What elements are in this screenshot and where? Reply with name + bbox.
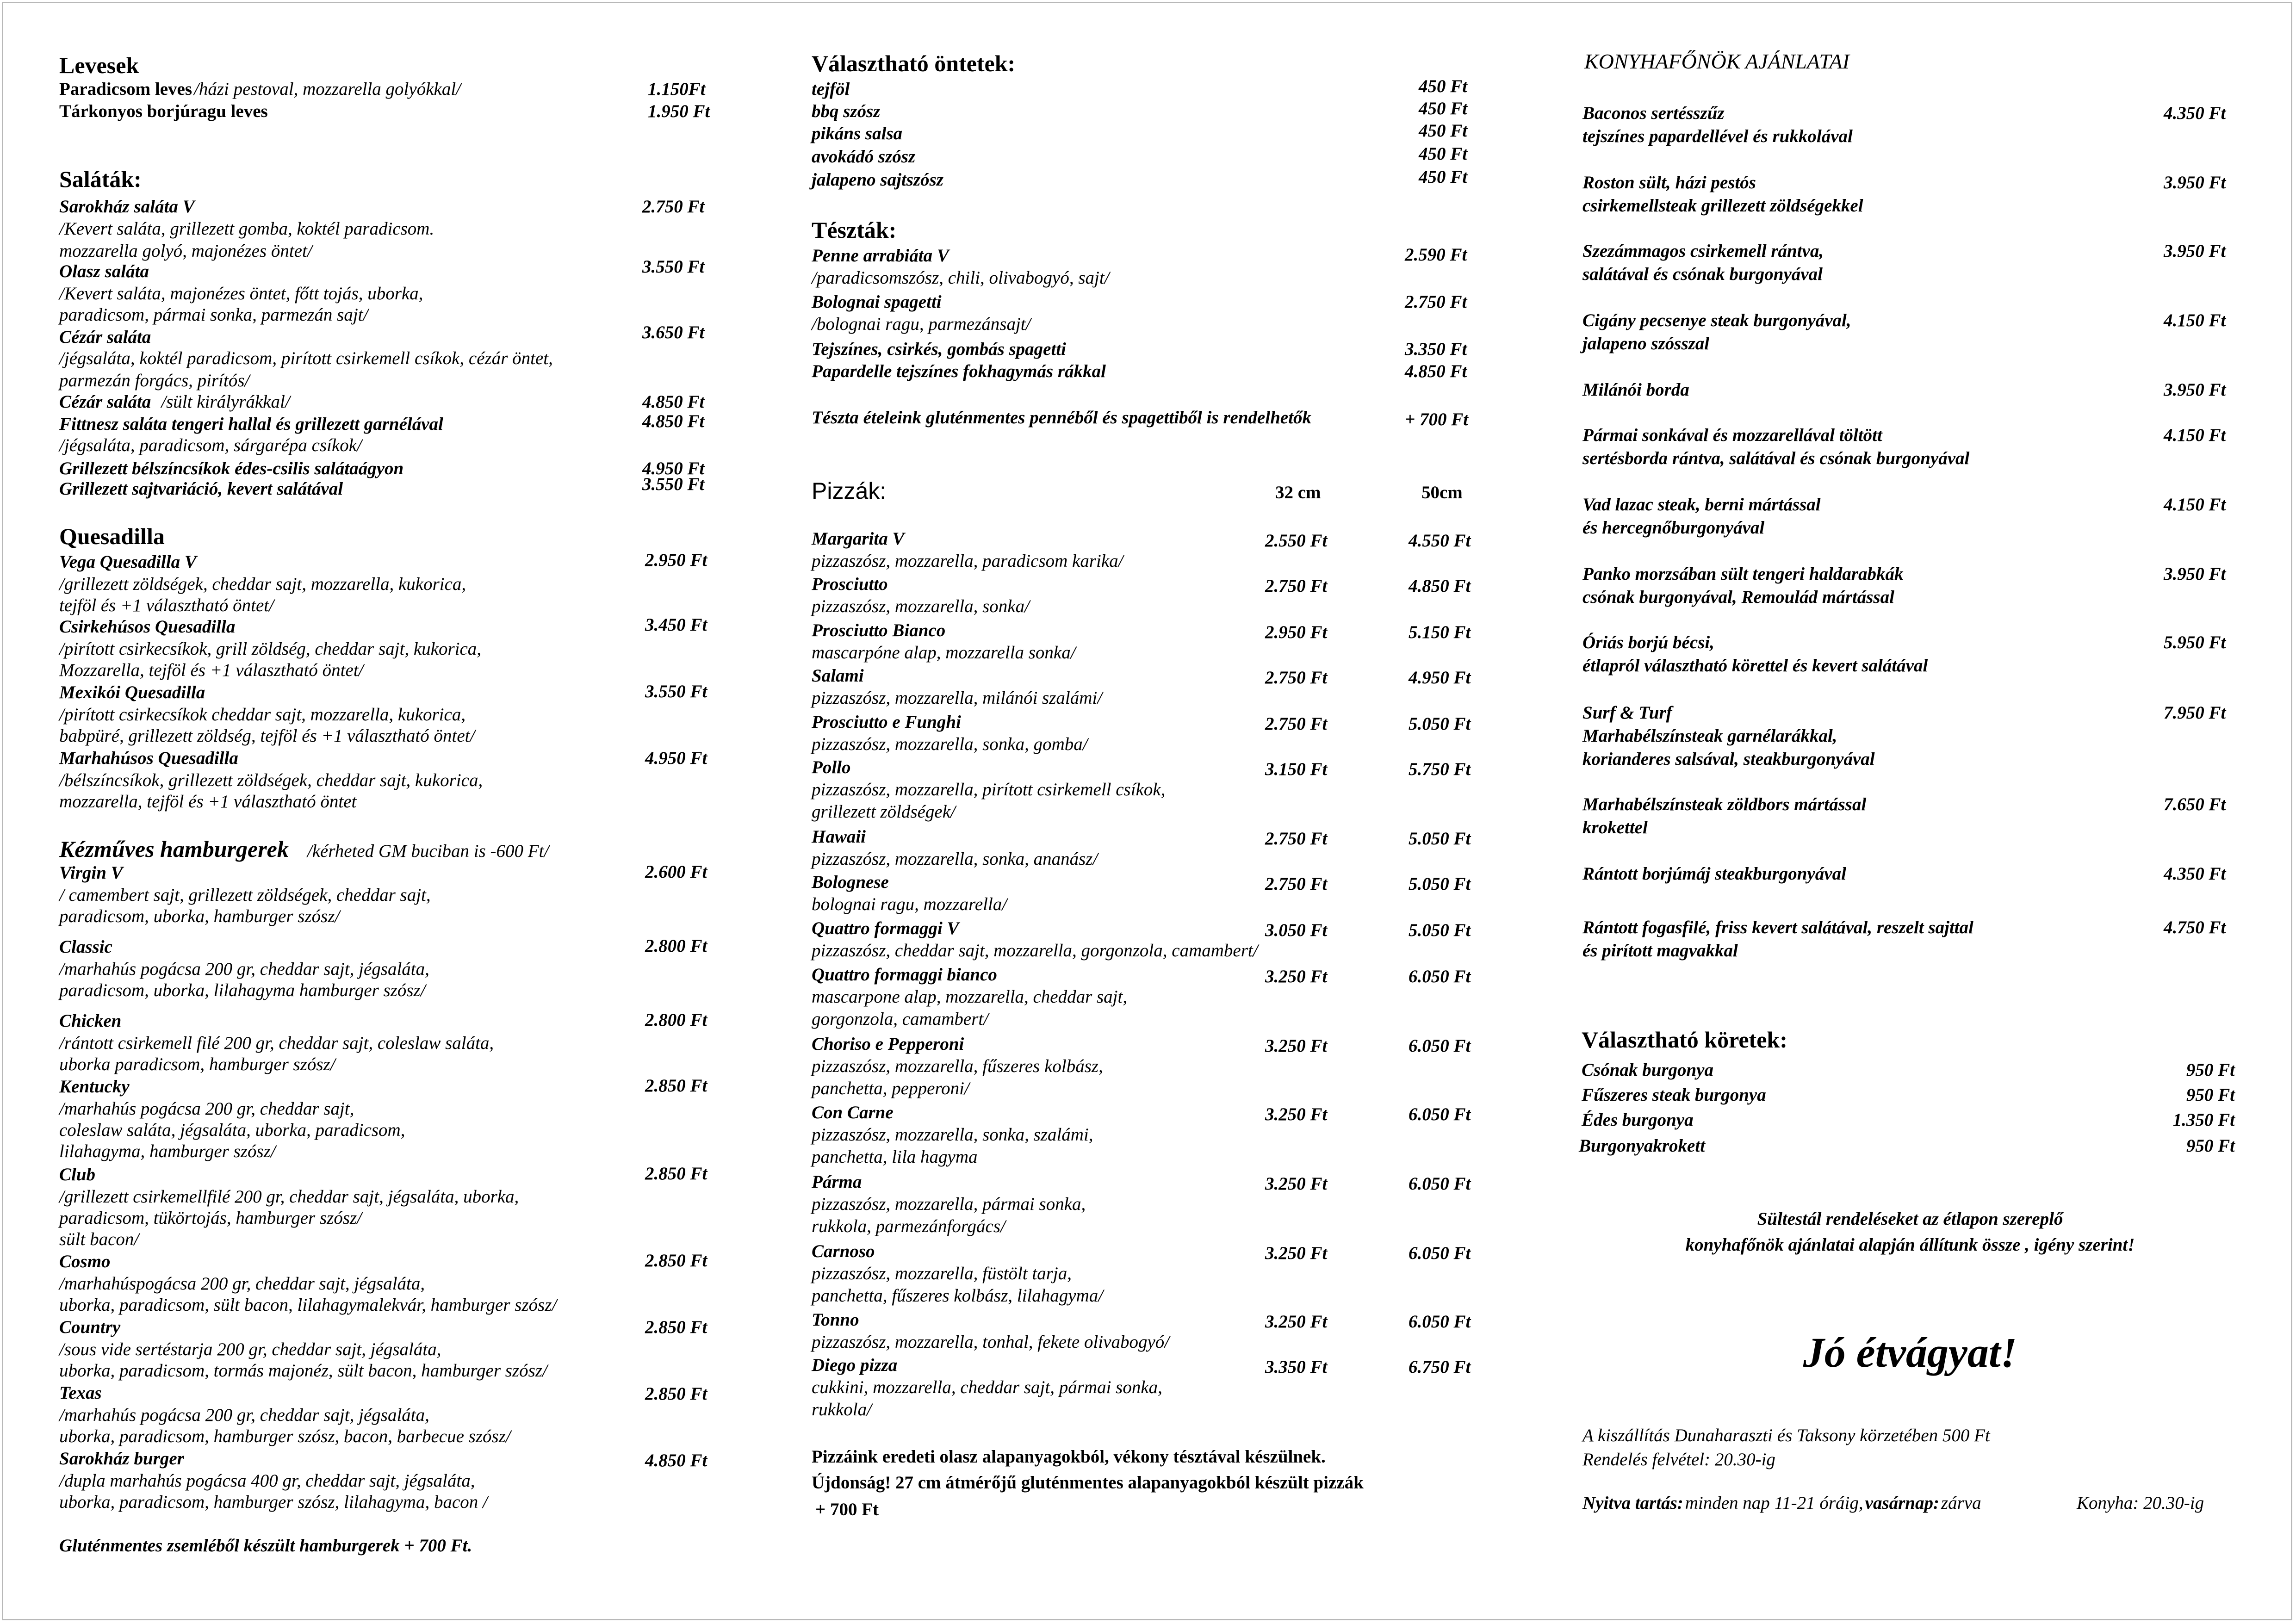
menu-item-name: Papardelle tejszínes fokhagymás rákkal	[812, 361, 1106, 381]
menu-item-name: Choriso e Pepperoni	[812, 1034, 964, 1054]
price: 3.950 Ft	[2164, 380, 2226, 400]
menu-item-name: Carnoso	[812, 1241, 875, 1261]
price: 4.350 Ft	[2164, 103, 2226, 123]
menu-item-desc: /marhahúspogácsa 200 gr, cheddar sajt, jégsaláta,	[59, 1274, 425, 1294]
chef-item-name: Surf & Turf	[1582, 703, 1672, 723]
chef-item-desc: krokettel	[1582, 818, 1648, 837]
price-32cm: 3.250 Ft	[1265, 967, 1328, 986]
price: 3.550 Ft	[645, 682, 707, 701]
side-name: Csónak burgonya	[1582, 1060, 1713, 1080]
price-32cm: 2.550 Ft	[1265, 531, 1328, 551]
menu-item-desc: tejföl és +1 választható öntet/	[59, 595, 274, 615]
menu-item-desc: pizzaszósz, cheddar sajt, mozzarella, gorgonzola, camambert/	[812, 941, 1258, 961]
price: 7.950 Ft	[2164, 703, 2226, 723]
menu-item-name: Cézár saláta	[59, 392, 151, 412]
menu-item-desc: / camembert sajt, grillezett zöldségek, cheddar sajt,	[59, 885, 431, 905]
chef-item-name: Baconos sertésszűz	[1582, 103, 1725, 123]
chef-item-desc: salátával és csónak burgonyával	[1582, 264, 1823, 284]
price: 2.600 Ft	[645, 862, 707, 882]
menu-item-desc: /jégsaláta, koktél paradicsom, pirított csirkemell csíkok, cézár öntet,	[59, 348, 553, 368]
menu-item-name: Sarokház burger	[59, 1449, 184, 1469]
price-50cm: 5.150 Ft	[1409, 622, 1471, 642]
menu-item-desc: lilahagyma, hamburger szósz/	[59, 1141, 276, 1161]
price: 4.850 Ft	[642, 411, 705, 431]
quesadilla-heading: Quesadilla	[59, 523, 165, 549]
price-32cm: 2.950 Ft	[1265, 622, 1328, 642]
price: 4.850 Ft	[642, 392, 705, 412]
menu-item-desc: /Kevert saláta, majonézes öntet, főtt tojás, uborka,	[59, 284, 423, 304]
menu-item-name: Párma	[812, 1172, 862, 1192]
price-32cm: 2.750 Ft	[1265, 714, 1328, 734]
price-32cm: 2.750 Ft	[1265, 668, 1328, 688]
menu-item-name: Pollo	[812, 757, 851, 777]
menu-item-desc: /rántott csirkemell filé 200 gr, cheddar sajt, coleslaw saláta,	[59, 1033, 494, 1053]
price: 2.590 Ft	[1405, 245, 1467, 265]
price: 950 Ft	[2186, 1060, 2235, 1080]
menu-item-desc: mascarpone alap, mozzarella, cheddar sajt,	[812, 987, 1128, 1007]
pizza-heading: Pizzák:	[812, 478, 887, 504]
price: 3.350 Ft	[1405, 339, 1467, 359]
menu-item-desc: uborka, paradicsom, hamburger szósz, lilahagyma, bacon /	[59, 1492, 488, 1512]
menu-item-note: /sült királyrákkal/	[161, 392, 290, 412]
chef-item-name: Vad lazac steak, berni mártással	[1582, 495, 1821, 514]
pizza-note-3: + 700 Ft	[815, 1500, 879, 1519]
price: 3.950 Ft	[2164, 564, 2226, 584]
price-32cm: 3.150 Ft	[1265, 759, 1328, 779]
menu-item-desc: pizzaszósz, mozzarella, sonka, ananász/	[812, 849, 1098, 869]
pizza-note-2: Újdonság! 27 cm átmérőjű gluténmentes alapanyagokból készült pizzák	[812, 1473, 1364, 1493]
price-50cm: 6.050 Ft	[1409, 1036, 1471, 1056]
chef-item-name: Roston sült, házi pestós	[1582, 173, 1756, 192]
price: 3.550 Ft	[642, 474, 705, 494]
menu-item-desc: /pirított csirkecsíkok cheddar sajt, mozzarella, kukorica,	[59, 705, 466, 725]
menu-item-desc: /jégsaláta, paradicsom, sárgarépa csíkok/	[59, 435, 362, 455]
menu-item-name: Vega Quesadilla V	[59, 552, 197, 572]
chef-item-desc: korianderes salsával, steakburgonyával	[1582, 749, 1875, 769]
menu-item-name: Prosciutto e Funghi	[812, 712, 961, 732]
price: 2.800 Ft	[645, 1010, 707, 1030]
menu-item-name: Hawaii	[812, 827, 866, 847]
chef-item-desc: csónak burgonyával, Remoulád mártással	[1582, 587, 1894, 607]
price: 4.950 Ft	[642, 459, 705, 478]
chef-item-desc: tejszínes papardellével és rukkolával	[1582, 126, 1853, 146]
price-32cm: 2.750 Ft	[1265, 829, 1328, 849]
menu-item-desc: panchetta, pepperoni/	[812, 1079, 969, 1098]
menu-item-name: Tejszínes, csirkés, gombás spagetti	[812, 339, 1066, 359]
price-32cm: 3.250 Ft	[1265, 1243, 1328, 1263]
menu-item-desc: uborka, paradicsom, tormás majonéz, sült bacon, hamburger szósz/	[59, 1361, 547, 1381]
pizza-note-1: Pizzáink eredeti olasz alapanyagokból, vékony tésztával készülnek.	[812, 1447, 1326, 1467]
side-name: Burgonyakrokett	[1579, 1136, 1706, 1156]
price-32cm: 3.250 Ft	[1265, 1174, 1328, 1194]
menu-item-desc: babpüré, grillezett zöldség, tejföl és +1 választható öntet/	[59, 726, 475, 746]
burgers-note: /kérheted GM buciban is -600 Ft/	[307, 841, 549, 861]
menu-item-name: Kentucky	[59, 1077, 130, 1097]
chef-item-desc: csirkemellsteak grillezett zöldségekkel	[1582, 196, 1863, 216]
price: 2.750 Ft	[642, 197, 705, 217]
menu-item-desc: /Kevert saláta, grillezett gomba, koktél paradicsom.	[59, 219, 434, 239]
menu-item-desc: pizzaszósz, mozzarella, milánói szalámi/	[812, 688, 1103, 708]
menu-item-desc: uborka, paradicsom, sült bacon, lilahagymalekvár, hamburger szósz/	[59, 1295, 557, 1315]
menu-item-name: Margarita V	[812, 529, 905, 549]
price: 2.850 Ft	[645, 1384, 707, 1404]
price: 950 Ft	[2186, 1136, 2235, 1156]
side-name: Édes burgonya	[1582, 1110, 1694, 1130]
price: 3.950 Ft	[2164, 241, 2226, 261]
chef-item-name: Pármai sonkával és mozzarellával töltött	[1582, 425, 1882, 445]
price: 3.650 Ft	[642, 322, 705, 342]
menu-item-desc: rukkola, parmezánforgács/	[812, 1216, 1005, 1236]
menu-item-desc: bolognai ragu, mozzarella/	[812, 894, 1007, 914]
price: 2.850 Ft	[645, 1164, 707, 1184]
kitchen-hours: Konyha: 20.30-ig	[2077, 1493, 2204, 1513]
menu-item-name: Olasz saláta	[59, 261, 149, 281]
burgers-heading: Kézműves hamburgerek	[59, 836, 289, 862]
sauce-name: bbq szósz	[812, 101, 881, 121]
menu-item-name: Country	[59, 1317, 121, 1337]
menu-item-name: Tonno	[812, 1310, 859, 1330]
menu-item-desc: /grillezett csirkemellfilé 200 gr, cheddar sajt, jégsaláta, uborka,	[59, 1187, 519, 1207]
pasta-gluten-price: + 700 Ft	[1405, 409, 1469, 429]
menu-item-name: Marhahúsos Quesadilla	[59, 748, 238, 768]
price-32cm: 2.750 Ft	[1265, 576, 1328, 596]
soups-heading: Levesek	[59, 52, 139, 78]
menu-item-name: Prosciutto	[812, 574, 888, 594]
menu-item-name: Fittnesz saláta tengeri hallal és grillezett garnélával	[59, 414, 443, 434]
menu-item-desc: paradicsom, uborka, lilahagyma hamburger szósz/	[59, 980, 426, 1000]
price: 7.650 Ft	[2164, 794, 2226, 814]
menu-item-desc: pizzaszósz, mozzarella, sonka, gomba/	[812, 734, 1088, 754]
price: 1.150Ft	[648, 79, 706, 99]
price-50cm: 6.750 Ft	[1409, 1357, 1471, 1377]
menu-item-name: Con Carne	[812, 1103, 894, 1122]
menu-item-name: Sarokház saláta V	[59, 197, 195, 217]
menu-item-desc: gorgonzola, camambert/	[812, 1009, 989, 1029]
grill-note-line-2: konyhafőnök ajánlatai alapján állítunk össze , igény szerint!	[1685, 1235, 2135, 1255]
menu-item-desc: /bélszíncsíkok, grillezett zöldségek, cheddar sajt, kukorica,	[59, 770, 483, 790]
menu-item-name: Chicken	[59, 1011, 122, 1031]
menu-item-name: Texas	[59, 1383, 102, 1403]
price: 2.750 Ft	[1405, 292, 1467, 312]
menu-item-desc: /dupla marhahús pogácsa 400 gr, cheddar sajt, jégsaláta,	[59, 1471, 475, 1491]
chef-item-name: Panko morzsában sült tengeri haldarabkák	[1582, 564, 1904, 584]
price: 1.950 Ft	[648, 101, 710, 121]
menu-item-desc: panchetta, lila hagyma	[812, 1147, 978, 1167]
price: 4.750 Ft	[2164, 917, 2226, 937]
price-50cm: 4.550 Ft	[1409, 531, 1471, 551]
price: 950 Ft	[2186, 1085, 2235, 1105]
chef-item-desc: és pirított magvakkal	[1582, 941, 1738, 961]
price: 450 Ft	[1419, 167, 1468, 187]
menu-item-name: Cosmo	[59, 1252, 111, 1271]
price-50cm: 6.050 Ft	[1409, 1174, 1471, 1194]
price-50cm: 6.050 Ft	[1409, 967, 1471, 986]
price-50cm: 6.050 Ft	[1409, 1104, 1471, 1124]
menu-item-name: Bolognese	[812, 872, 889, 892]
menu-item-name: Bolognai spagetti	[812, 292, 942, 312]
opening-hours: Nyitva tartás: minden nap 11-21 óráig, vasárnap: zárva	[1582, 1493, 1981, 1513]
menu-item-desc: paradicsom, uborka, hamburger szósz/	[59, 906, 340, 926]
sauce-name: tejföl	[812, 79, 850, 99]
menu-item-desc: pizzaszósz, mozzarella, sonka/	[812, 596, 1030, 616]
menu-item-name: Tárkonyos borjúragu leves	[59, 101, 268, 121]
chef-item-desc: étlapról választható körettel és kevert salátával	[1582, 656, 1928, 676]
price-32cm: 2.750 Ft	[1265, 874, 1328, 894]
menu-item-desc: /marhahús pogácsa 200 gr, cheddar sajt,	[59, 1099, 354, 1119]
menu-item-desc: pizzaszósz, mozzarella, tonhal, fekete olivabogyó/	[812, 1332, 1170, 1352]
menu-item: Paradicsom leves /házi pestoval, mozzarella golyókkal/	[59, 79, 461, 99]
price: 3.950 Ft	[2164, 173, 2226, 192]
menu-item-desc: pizzaszósz, mozzarella, sonka, szalámi,	[812, 1125, 1093, 1145]
price: 450 Ft	[1419, 76, 1468, 96]
chef-item-name: Marhabélszínsteak zöldbors mártással	[1582, 794, 1867, 814]
chef-item-name: Milánói borda	[1582, 380, 1689, 400]
menu-item-desc: paradicsom, pármai sonka, parmezán sajt/	[59, 305, 368, 325]
menu-item-name: Penne arrabiáta V	[812, 246, 949, 266]
sauces-heading: Választható öntetek:	[812, 50, 1016, 76]
menu-item-name: Grillezett sajtvariáció, kevert salátával	[59, 479, 343, 499]
price: 2.850 Ft	[645, 1251, 707, 1271]
sides-heading: Választható köretek:	[1582, 1027, 1787, 1053]
price-32cm: 3.350 Ft	[1265, 1357, 1328, 1377]
menu-item-name: Grillezett bélszíncsíkok édes-csilis salátaágyon	[59, 459, 404, 478]
menu-item-name: Prosciutto Bianco	[812, 620, 946, 640]
menu-item-name: Classic	[59, 937, 112, 957]
price-50cm: 4.950 Ft	[1409, 668, 1471, 688]
menu-item-name: Diego pizza	[812, 1355, 898, 1375]
chef-item-name: Cigány pecsenye steak burgonyával,	[1582, 310, 1851, 330]
menu-item-desc: /sous vide sertéstarja 200 gr, cheddar sajt, jégsaláta,	[59, 1339, 441, 1359]
price: 450 Ft	[1419, 99, 1468, 118]
price: 450 Ft	[1419, 144, 1468, 164]
menu-item-desc: uborka paradicsom, hamburger szósz/	[59, 1054, 335, 1074]
menu-item-desc: /paradicsomszósz, chili, olivabogyó, sajt/	[812, 268, 1110, 288]
menu-item-desc: mozzarella golyó, majonézes öntet/	[59, 241, 312, 261]
menu-item-desc: mascarpóne alap, mozzarella sonka/	[812, 643, 1076, 663]
menu-item-name: Mexikói Quesadilla	[59, 682, 205, 702]
salads-heading: Saláták:	[59, 166, 142, 192]
menu-item-desc: Mozzarella, tejföl és +1 választható öntet/	[59, 660, 364, 680]
menu-item-name: Quattro formaggi bianco	[812, 965, 997, 985]
price-50cm: 6.050 Ft	[1409, 1243, 1471, 1263]
price-32cm: 3.250 Ft	[1265, 1104, 1328, 1124]
price: 4.850 Ft	[1405, 361, 1467, 381]
price: 4.150 Ft	[2164, 310, 2226, 330]
menu-item-name: Salami	[812, 666, 864, 686]
menu-item-desc: pizzaszósz, mozzarella, pirított csirkemell csíkok,	[812, 780, 1166, 800]
price-50cm: 6.050 Ft	[1409, 1312, 1471, 1332]
chef-item-desc: és hercegnőburgonyával	[1582, 518, 1765, 538]
price: 2.850 Ft	[645, 1317, 707, 1337]
chef-item-desc: sertésborda rántva, salátával és csónak burgonyával	[1582, 448, 1970, 468]
price: 4.150 Ft	[2164, 495, 2226, 514]
chef-item-desc: Marhabélszínsteak garnélarákkal,	[1582, 726, 1837, 746]
price-32cm: 3.250 Ft	[1265, 1312, 1328, 1332]
menu-item-desc: parmezán forgács, pirítós/	[59, 371, 250, 391]
price-32cm: 3.050 Ft	[1265, 920, 1328, 940]
sauce-name: jalapeno sajtszósz	[812, 170, 943, 190]
pasta-heading: Tészták:	[812, 217, 897, 243]
menu-item-desc: pizzaszósz, mozzarella, füstölt tarja,	[812, 1264, 1072, 1283]
grill-note-line-1: Sültestál rendeléseket az étlapon szereplő	[1757, 1209, 2063, 1229]
menu-item-desc: grillezett zöldségek/	[812, 802, 956, 822]
order-info: Rendelés felvétel: 20.30-ig	[1582, 1450, 1775, 1469]
price: 4.850 Ft	[645, 1450, 707, 1470]
chef-item-name: Szezámmagos csirkemell rántva,	[1582, 241, 1824, 261]
price: 4.950 Ft	[645, 748, 707, 768]
price: 3.450 Ft	[645, 615, 707, 635]
menu-item-desc: /marhahús pogácsa 200 gr, cheddar sajt, jégsaláta,	[59, 959, 429, 979]
menu-item-desc: /grillezett zöldségek, cheddar sajt, mozzarella, kukorica,	[59, 574, 466, 594]
price: 4.350 Ft	[2164, 864, 2226, 884]
burgers-footer: Gluténmentes zsemléből készült hamburgerek + 700 Ft.	[59, 1536, 472, 1556]
menu-item-desc: pizzaszósz, mozzarella, paradicsom karika/	[812, 551, 1123, 571]
menu-item-desc: /pirított csirkecsíkok, grill zöldség, cheddar sajt, kukorica,	[59, 639, 482, 659]
chef-item-name: Rántott fogasfilé, friss kevert salátával, reszelt sajttal	[1582, 917, 1973, 937]
pasta-gluten-note: Tészta ételeink gluténmentes pennéből és spagettiből is rendelhetők	[812, 408, 1312, 428]
menu-item-desc: /marhahús pogácsa 200 gr, cheddar sajt, jégsaláta,	[59, 1405, 429, 1425]
price: 5.950 Ft	[2164, 632, 2226, 652]
price: 2.950 Ft	[645, 550, 707, 570]
price: 1.350 Ft	[2172, 1110, 2235, 1130]
chef-item-name: Rántott borjúmáj steakburgonyával	[1582, 864, 1846, 884]
menu-item-desc: sült bacon/	[59, 1229, 139, 1249]
price-50cm: 4.850 Ft	[1409, 576, 1471, 596]
chef-item-desc: jalapeno szósszal	[1582, 334, 1710, 353]
sauce-name: pikáns salsa	[812, 124, 903, 143]
price: 3.550 Ft	[642, 257, 705, 277]
price: 2.800 Ft	[645, 936, 707, 956]
menu-item-desc: /bolognai ragu, parmezánsajt/	[812, 314, 1031, 334]
menu-item-name: Virgin V	[59, 863, 123, 883]
sauce-name: avokádó szósz	[812, 147, 916, 167]
menu-item-desc: uborka, paradicsom, hamburger szósz, bacon, barbecue szósz/	[59, 1426, 511, 1446]
menu-item-name: Cézár saláta	[59, 327, 151, 347]
price-32cm: 3.250 Ft	[1265, 1036, 1328, 1056]
price-50cm: 5.050 Ft	[1409, 874, 1471, 894]
price: 2.850 Ft	[645, 1076, 707, 1096]
delivery-info: A kiszállítás Dunaharaszti és Taksony körzetében 500 Ft	[1582, 1426, 1990, 1445]
price-50cm: 5.050 Ft	[1409, 714, 1471, 734]
price-50cm: 5.750 Ft	[1409, 759, 1471, 779]
menu-item	[59, 391, 290, 412]
chef-heading: KONYHAFŐNÖK AJÁNLATAI	[1584, 50, 1849, 73]
menu-item-desc: rukkola/	[812, 1400, 872, 1419]
menu-item-desc: mozzarella, tejföl és +1 választható öntet	[59, 792, 357, 812]
pizza-size-50: 50cm	[1421, 483, 1463, 502]
chef-item-name: Óriás borjú bécsi,	[1582, 632, 1714, 652]
price: 450 Ft	[1419, 121, 1468, 141]
price-50cm: 5.050 Ft	[1409, 920, 1471, 940]
menu-item-desc: paradicsom, tükörtojás, hamburger szósz/	[59, 1208, 362, 1228]
greeting: Jó étvágyat!	[1803, 1329, 2017, 1376]
menu-item-desc: coleslaw saláta, jégsaláta, uborka, paradicsom,	[59, 1120, 405, 1140]
burgers-heading-row	[59, 836, 549, 862]
menu-item-desc: pizzaszósz, mozzarella, fűszeres kolbász,	[812, 1056, 1103, 1076]
menu-item-desc: panchetta, fűszeres kolbász, lilahagyma/	[812, 1286, 1104, 1306]
menu-item-name: Csirkehúsos Quesadilla	[59, 617, 236, 637]
menu-item-desc: cukkini, mozzarella, cheddar sajt, pármai sonka,	[812, 1377, 1162, 1397]
menu-item-name: Club	[59, 1165, 96, 1184]
pizza-size-32: 32 cm	[1275, 483, 1321, 502]
price-50cm: 5.050 Ft	[1409, 829, 1471, 849]
price: 4.150 Ft	[2164, 425, 2226, 445]
menu-item-desc: pizzaszósz, mozzarella, pármai sonka,	[812, 1194, 1086, 1214]
menu-item-name: Quattro formaggi V	[812, 918, 959, 938]
side-name: Fűszeres steak burgonya	[1582, 1085, 1766, 1105]
